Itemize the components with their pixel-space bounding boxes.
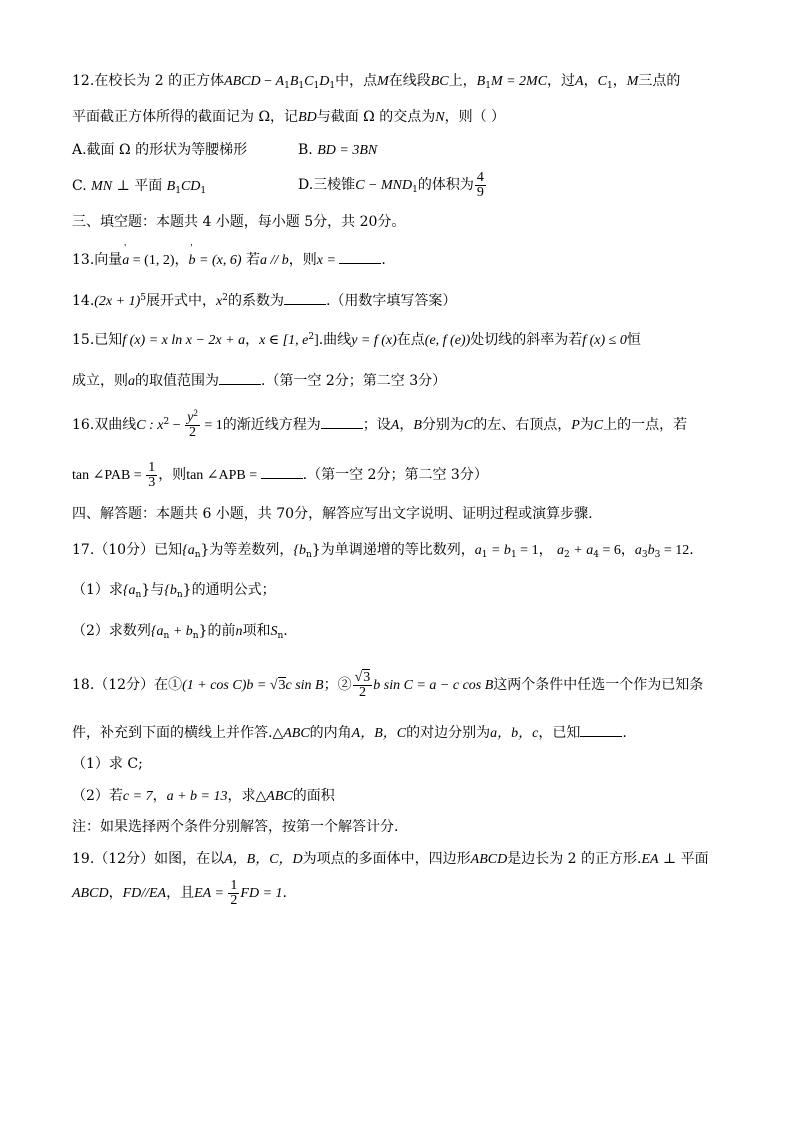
- q17-stem: 17.（10分）已知$\{a_n\}$为等差数列，$\{b_n\}$为单调递增的等比数列，$a_1 = b_1 = 1$， $a_2 + a_4 = 6$，$a_3b_3 = 12$.: [72, 542, 694, 560]
- q12-option-d: D.三棱锥$C - MND_1$的体积为 $\frac{4}{9}$: [298, 169, 484, 200]
- section-3-heading: 三、填空题：本题共 4 小题，每小题 5分，共 20分。: [72, 214, 406, 230]
- fraction-sqrt3-over-2: $\frac{√3}{2}$: [354, 669, 371, 700]
- fraction-4-9: $\frac{4}{9}$: [476, 169, 484, 200]
- fraction-1-3: $\frac{1}{3}$: [148, 459, 156, 490]
- q16-line2: tan ∠PAB = $\frac{1}{3}$ ，则tan ∠APB = .（第一空 2分；第二空 3分）: [72, 459, 488, 490]
- q18-line2: 件，补充到下面的横线上并作答.△ABC的内角A，B，C的对边分别为a，b，c，已知 .: [72, 722, 627, 744]
- q17-part1: （1）求$\{a_n\}$与$\{b_n\}$的通明公式；: [72, 582, 276, 600]
- q19-line2: ABCD，FD//EA，且EA = $\frac{1}{2}$ FD = 1.: [72, 877, 287, 908]
- q16-line1: 16.双曲线C : $x^2$ − $\frac{y^2}{2}$ = 1的渐近线方程为 ；设A，B分别为C的左、右顶点，P为C上的一点，若: [72, 407, 688, 440]
- answer-blank: [339, 249, 381, 264]
- q18-note: 注：如果选择两个条件分别解答，按第一个解答计分.: [72, 819, 399, 835]
- q17-part2: （2）求数列$\{a_n + b_n\}$的前n项和$S_n$.: [72, 623, 288, 641]
- fraction-y2-over-2: $\frac{y^2}{2}$: [187, 407, 198, 440]
- q13: 13.向量' a = (1, 2)，' b = (x, 6) 若a // b，则x = .: [72, 249, 386, 271]
- answer-blank: [284, 290, 326, 305]
- q12-option-c: C. MN ⊥ 平面 $B_1CD_1$: [72, 178, 207, 196]
- answer-blank: [219, 370, 261, 385]
- q12-option-a: A.截面 Ω 的形状为等腰梯形: [72, 142, 248, 158]
- q18-stem: 18.（12分）在①(1 + cos C)b = √3c sin B；② $\frac{√3}{2}$ b sin C = a − c cos B这两个条件中任选一个作为已知条: [72, 669, 704, 700]
- q18-part2: （2）若c = 7，a + b = 13，求△ABC的面积: [72, 788, 335, 804]
- q15-line2: 成立，则a的取值范围为 .（第一空 2分；第二空 3分）: [72, 370, 446, 392]
- q15-line1: 15.已知f (x) = x ln x − 2x + a，x ∈ [1, $e^2$].曲线y = f (x)在点(e, f (e))处切线的斜率为若f (x) ≤ 0恒: [72, 332, 641, 348]
- q12-line2: 平面截正方体所得的截面记为 Ω，记BD与截面 Ω 的交点为N，则（ ）: [72, 109, 506, 125]
- section-4-heading: 四、解答题：本题共 6 小题，共 70分，解答应写出文字说明、证明过程或演算步骤.: [72, 506, 593, 522]
- q12-line1: 12.在校长为 2 的正方体ABCD − $A_1B_1C_1D_1$中，点M在线段BC上，$B_1M = 2MC$，过A，$C_1$，M三点的: [72, 73, 681, 91]
- q19-line1: 19.（12分）如图，在以A，B，C，D为项点的多面体中，四边形ABCD是边长为 2 的正方形.EA ⊥ 平面: [72, 851, 709, 867]
- q12-option-b: B. BD = 3BN: [298, 142, 378, 158]
- q18-part1: （1）求 C;: [72, 756, 143, 772]
- q14: $14.(2x + 1)^5$展开式中，$x^2$的系数为 .（用数字填写答案）: [72, 290, 456, 312]
- answer-blank: [321, 414, 363, 429]
- answer-blank: [580, 722, 622, 737]
- answer-blank: [261, 464, 303, 479]
- fraction-1-2: $\frac{1}{2}$: [230, 877, 238, 908]
